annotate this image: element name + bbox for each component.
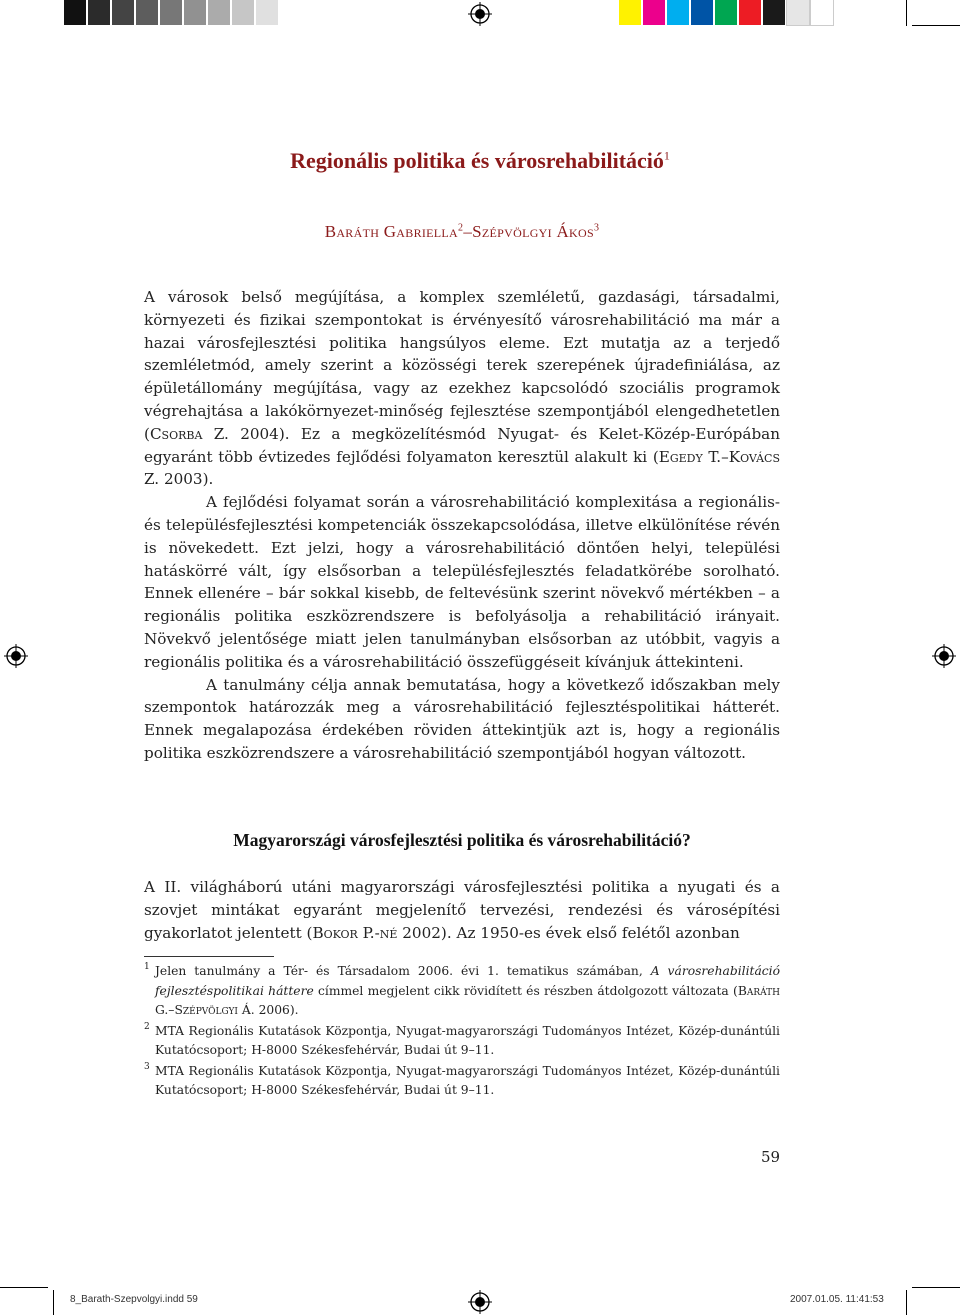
crop-mark <box>53 1290 54 1315</box>
footnotes <box>144 962 780 1102</box>
citation-author: Csorba <box>149 424 203 443</box>
text-run: címmel megjelent cikk rövidített és részben átdolgozott változata ( <box>313 983 738 998</box>
citation-author: Baráth G.–Szépvölgyi Á. <box>155 983 780 1017</box>
color-swatch <box>256 0 278 25</box>
color-swatch <box>643 0 665 25</box>
article-body-continued <box>144 876 780 944</box>
color-swatch <box>739 0 761 25</box>
author-footnote-ref: 3 <box>593 222 600 234</box>
text-run: MTA Regionális Kutatások Központja, Nyugat-magyarországi Tudományos Intézet, Közép-dunántúli Kutatócsoport; H-8000 Székesfehérvár, Budai út 9–11. <box>155 1023 780 1057</box>
footnote <box>144 1062 780 1101</box>
color-swatch <box>691 0 713 25</box>
article-title <box>0 148 960 174</box>
footnote-number: 1 <box>144 962 150 972</box>
title-footnote-ref: 1 <box>663 148 670 163</box>
paragraph: A tanulmány célja annak bemutatása, hogy a következő időszakban mely szempontok határozzák meg a városrehabilitáció fejlesztéspolitikai hátterét. Ennek megalapozása érdekében röviden áttekintjük azt is, hogy a regionális politika eszközrendszere a városrehabilitáció szempontjából hogyan változott. <box>144 675 780 762</box>
grey-calibration-bar <box>64 0 280 27</box>
color-swatch <box>64 0 86 25</box>
text-run: A városok belső megújítása, a komplex szemléletű, gazdasági, társadalmi, környezeti és fizikai szempontokat is érvényesítő városrehabilitáció ma már a hazai városfejlesztési politika hangsúlyos eleme. Ezt mutatja az a terjedő szemléletmód, amely szerint a közösségi terek szerepének újradefiniálása, az épületállomány megújítása, vagy az ezekhez kapcsolódó szociális programok végrehajtása a lakókörnyezet-minőség fejlesztése szempontjából elengedhetetlen ( <box>144 288 780 443</box>
text-run: Jelen tanulmány a Tér- és Társadalom 2006. évi 1. tematikus számában, <box>155 964 651 978</box>
color-swatch <box>232 0 254 25</box>
color-swatch <box>763 0 785 25</box>
text-run: Z. 2004). Ez a megközelítésmód Nyugat- és Kelet-Közép-Európában egyaránt több évtizedes fejlődési folyamaton keresztül alakult ki ( <box>144 424 780 466</box>
slug-filename: 8_Barath-Szepvolgyi.indd 59 <box>70 1294 198 1305</box>
footnote-number: 3 <box>144 1061 150 1072</box>
registration-mark-icon <box>468 1290 492 1314</box>
author-name: Szépvölgyi Ákos <box>472 222 594 241</box>
slug-datetime: 2007.01.05. 11:41:53 <box>790 1294 884 1305</box>
crop-mark <box>912 1287 960 1288</box>
color-swatch <box>112 0 134 25</box>
footnote-rule <box>144 956 274 957</box>
text-run: 2006). <box>254 1003 299 1017</box>
paragraph: A fejlődési folyamat során a városrehabilitáció komplexitása a regionális- és településfejlesztési kompetenciák összekapcsolódása, illetve elkülönítése révén is növekedett. Ezt jelzi, hogy a városrehabilitáció döntően helyi, települési hatáskörré vált, így elsősorban a településfejlesztés feladatkörébe sorolható. Ennek ellenére – bár sokkal kisebb, de feltevésünk szerint növekvő mértékben – a regionális politika eszközrendszere is befolyásolja a rehabilitáció irányait. Növekvő jelentősége miatt jelen tanulmányban elsősorban az utóbbit, vagyis a regionális politika és a városrehabilitáció összefüggéseit kívánjuk áttekinteni. <box>144 493 780 671</box>
text-run: 2002). Az 1950-es évek első felétől azonban <box>397 923 740 942</box>
author-footnote-ref: 2 <box>458 222 464 234</box>
color-swatch <box>160 0 182 25</box>
text-run: A II. világháború utáni magyarországi városfejlesztési politika a nyugati és a szovjet mintákat egyaránt megjelenítő tervezési, rendezési és városépítési gyakorlatot jelentett ( <box>144 878 780 942</box>
color-calibration-bar <box>619 0 835 27</box>
color-swatch <box>136 0 158 25</box>
footnote <box>144 962 780 1021</box>
citation-author: Bokor P.-né <box>312 923 398 942</box>
author-line <box>0 222 924 242</box>
paragraph <box>144 876 780 944</box>
crop-mark <box>912 25 960 26</box>
section-heading: Magyarországi városfejlesztési politika és városrehabilitáció? <box>233 830 691 850</box>
paragraph <box>144 286 780 491</box>
color-swatch <box>715 0 737 25</box>
footnote-number: 2 <box>144 1021 150 1032</box>
footnote <box>144 1022 780 1061</box>
registration-mark-icon <box>4 644 28 668</box>
color-swatch <box>787 0 809 25</box>
color-swatch <box>184 0 206 25</box>
crop-mark <box>906 1290 907 1315</box>
italic-title: A városrehabilitáció fejlesztéspolitikai háttere <box>155 964 780 998</box>
crop-mark <box>906 0 907 26</box>
crop-mark <box>0 1287 48 1288</box>
color-swatch <box>88 0 110 25</box>
article-body <box>144 286 780 765</box>
color-swatch <box>811 0 833 25</box>
citation-author: Kovács <box>728 447 780 466</box>
text-run: T.– <box>702 447 729 466</box>
author-separator: – <box>463 222 473 241</box>
registration-mark-icon <box>468 2 492 26</box>
color-swatch <box>619 0 641 25</box>
author-name: Baráth Gabriella <box>324 222 459 241</box>
text-run: Z. 2003). <box>144 470 214 489</box>
color-swatch <box>667 0 689 25</box>
page-number: 59 <box>761 1148 781 1166</box>
title-text: Regionális politika és városrehabilitáció <box>290 148 664 173</box>
color-swatch <box>208 0 230 25</box>
citation-author: Egedy <box>658 447 703 466</box>
text-run: MTA Regionális Kutatások Központja, Nyugat-magyarországi Tudományos Intézet, Közép-dunántúli Kutatócsoport; H-8000 Székesfehérvár, Budai út 9–11. <box>155 1063 780 1097</box>
registration-mark-icon <box>932 644 956 668</box>
